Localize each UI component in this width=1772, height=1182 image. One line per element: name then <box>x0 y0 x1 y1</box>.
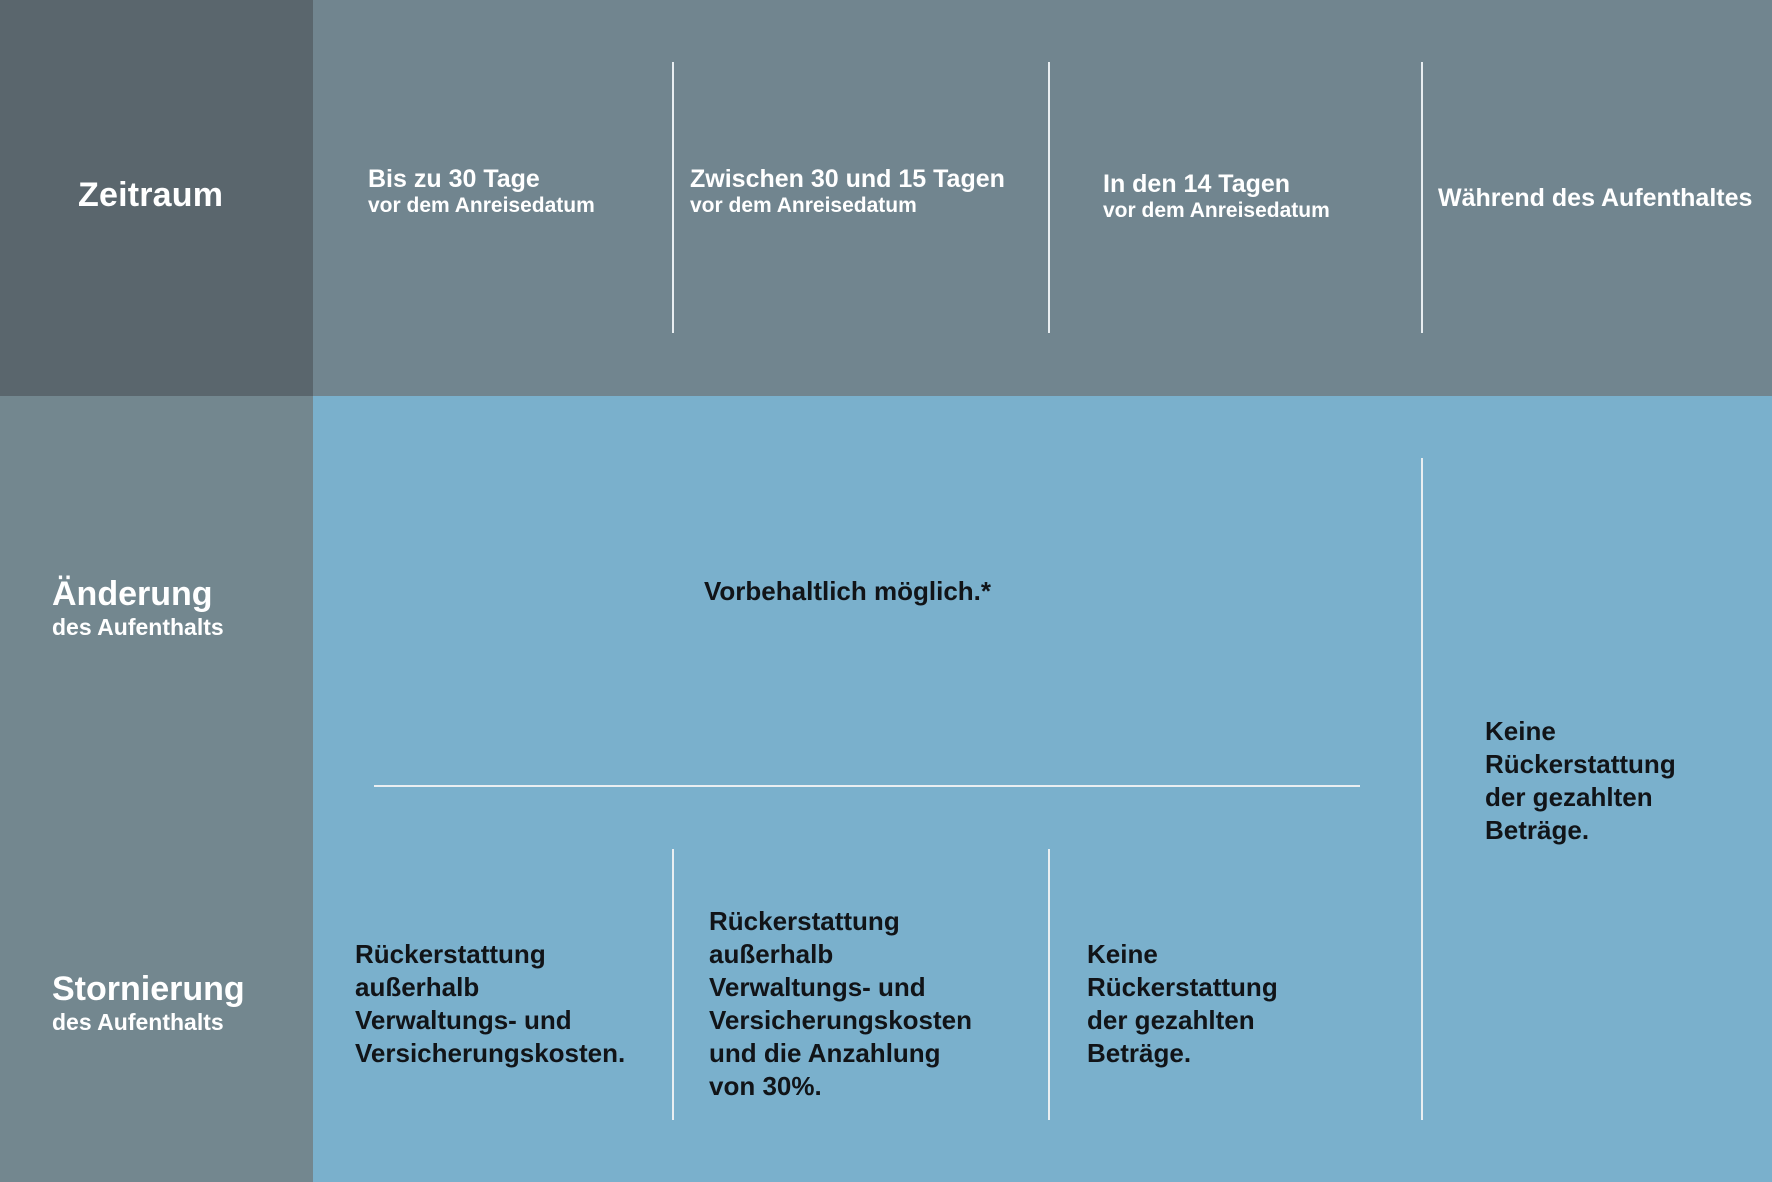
row-subtitle: des Aufenthalts <box>52 1009 224 1035</box>
header-divider-2 <box>1048 62 1050 333</box>
header-cell-sub-text: vor dem Anreisedatum <box>368 194 595 217</box>
body-divider-2 <box>1048 849 1050 1120</box>
cell-line: Versicherungskosten. <box>355 1038 626 1068</box>
cell-line: Rückerstattung <box>355 939 546 969</box>
stornierung-cell-30-15-days <box>709 905 972 1103</box>
header-cell-30-15-days <box>690 165 1005 219</box>
cell-line: Keine <box>1087 939 1158 969</box>
header-cell-sub-text: vor dem Anreisedatum <box>1103 199 1330 222</box>
row-subtitle: des Aufenthalts <box>52 614 224 640</box>
cell-line: und die Anzahlung <box>709 1038 941 1068</box>
header-cell-14-days <box>1103 170 1330 224</box>
row-title: Änderung <box>52 575 213 613</box>
header-cell-main-text: Zwischen 30 und 15 Tagen <box>690 165 1005 193</box>
header-cell-30-days <box>368 165 595 219</box>
cell-line: von 30%. <box>709 1071 822 1101</box>
aenderung-policy-text: Vorbehaltlich möglich.* <box>704 576 992 606</box>
row-separator <box>374 785 1360 787</box>
cell-line: Versicherungskosten <box>709 1005 972 1035</box>
body-divider-during-stay <box>1421 458 1423 1120</box>
cell-line: Verwaltungs- und <box>355 1005 572 1035</box>
period-header-label: Zeitraum <box>78 176 224 214</box>
cell-line: der gezahlten <box>1087 1005 1255 1035</box>
cell-line: Beträge. <box>1087 1038 1192 1068</box>
cell-line: der gezahlten <box>1485 782 1653 812</box>
row-label-aenderung <box>52 575 224 641</box>
cell-line: Rückerstattung <box>709 906 900 936</box>
row-label-column <box>0 396 313 1182</box>
body-divider-1 <box>672 849 674 1120</box>
stornierung-cell-30-days <box>355 938 625 1070</box>
header-divider-1 <box>672 62 674 333</box>
header-divider-3 <box>1421 62 1423 333</box>
cell-line: Keine <box>1485 716 1556 746</box>
header-cell-sub-text: vor dem Anreisedatum <box>690 194 917 217</box>
cell-line: Rückerstattung <box>1485 749 1676 779</box>
header-cell-main-text: In den 14 Tagen <box>1103 170 1291 198</box>
stornierung-cell-14-days <box>1087 938 1278 1070</box>
row-label-stornierung <box>52 970 245 1036</box>
cell-line: außerhalb <box>355 972 480 1002</box>
header-cell-main-text: Bis zu 30 Tage <box>368 165 540 193</box>
cell-line: außerhalb <box>709 939 834 969</box>
header-cell-during-stay: Während des Aufenthaltes <box>1438 184 1753 212</box>
cell-line: Verwaltungs- und <box>709 972 926 1002</box>
cell-line: Beträge. <box>1485 815 1590 845</box>
cell-line: Rückerstattung <box>1087 972 1278 1002</box>
during-stay-policy-text <box>1485 715 1676 847</box>
row-title: Stornierung <box>52 970 245 1008</box>
